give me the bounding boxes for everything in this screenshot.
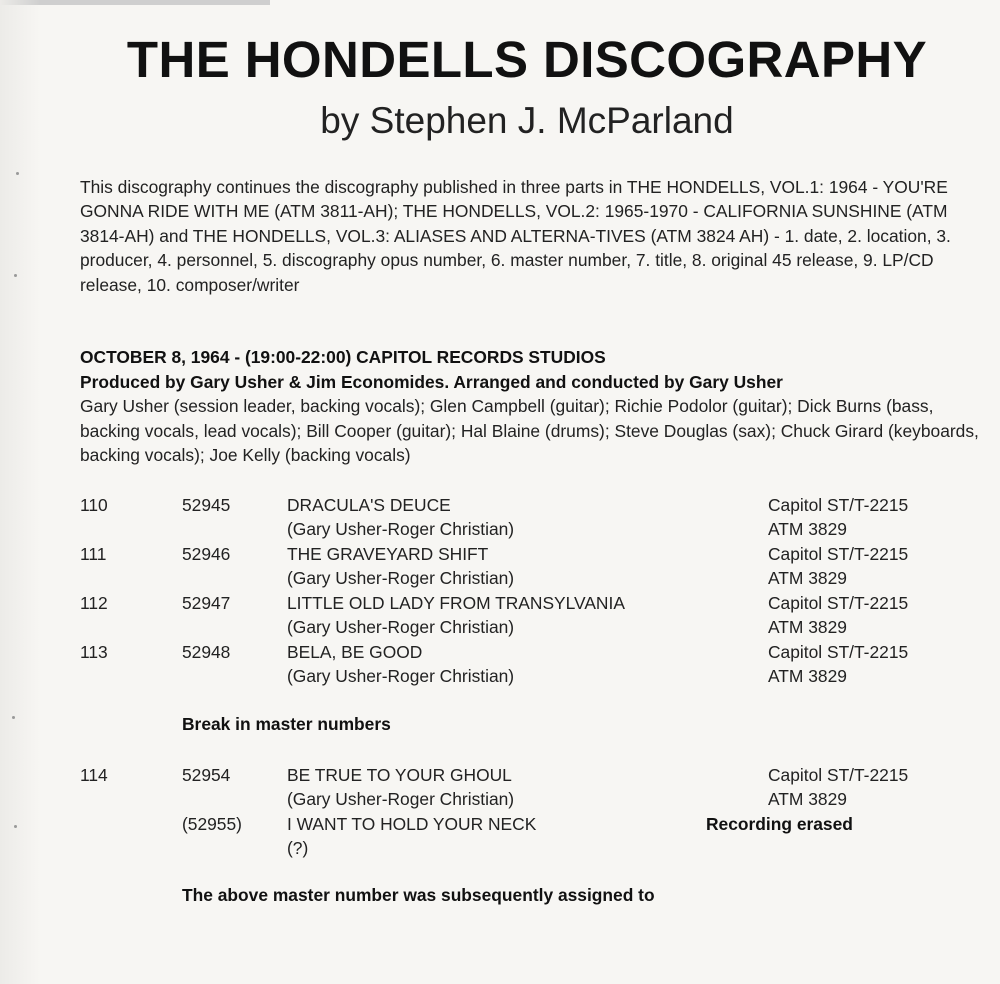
track-lp: ATM 3829 [768, 617, 847, 637]
track-title: BE TRUE TO YOUR GHOUL [287, 765, 512, 785]
track-lp: ATM 3829 [768, 789, 847, 809]
track-lp: ATM 3829 [768, 519, 847, 539]
erased-composer: (?) [287, 838, 309, 858]
track-master: 52954 [182, 765, 231, 785]
track-title: DRACULA'S DEUCE [287, 495, 451, 515]
track-composer: (Gary Usher-Roger Christian) [287, 617, 515, 637]
footer-note: The above master number was subsequently assigned to [182, 885, 655, 905]
track-opus: 113 [80, 642, 108, 662]
track-lp: ATM 3829 [768, 666, 847, 686]
track-release: Capitol ST/T-2215 [768, 544, 909, 564]
scan-top-border [0, 0, 270, 5]
track-composer: (Gary Usher-Roger Christian) [287, 568, 515, 588]
track-master: 52947 [182, 593, 231, 613]
session-block [80, 345, 990, 468]
erased-master: (52955) [182, 814, 242, 834]
track-master: 52945 [182, 495, 231, 515]
track-opus: 110 [80, 495, 108, 515]
scan-left-shadow [0, 0, 40, 984]
session-personnel: Gary Usher (session leader, backing vocals); Glen Campbell (guitar); Richie Podolor (guitar); Dick Burns (bass, backing vocals, lead vocals); Bill Cooper (guitar); Hal Blaine (drums); Steve Douglas (sax); Chuck Girard (keyboards, backing vocals); Joe Kelly (backing vocals) [80, 396, 979, 466]
track-title: BELA, BE GOOD [287, 642, 423, 662]
track-composer: (Gary Usher-Roger Christian) [287, 519, 515, 539]
erased-status: Recording erased [706, 814, 853, 834]
track-master: 52946 [182, 544, 231, 564]
track-release: Capitol ST/T-2215 [768, 765, 909, 785]
session-heading: OCTOBER 8, 1964 - (19:00-22:00) CAPITOL RECORDS STUDIOS [80, 347, 606, 367]
track-master: 52948 [182, 642, 231, 662]
track-opus: 112 [80, 593, 108, 613]
session-producer: Produced by Gary Usher & Jim Economides. Arranged and conducted by Gary Usher [80, 371, 783, 392]
track-composer: (Gary Usher-Roger Christian) [287, 789, 515, 809]
erased-title: I WANT TO HOLD YOUR NECK [287, 814, 537, 834]
scan-speck [14, 825, 17, 828]
track-opus: 111 [80, 544, 107, 564]
scan-speck [12, 716, 15, 719]
track-title: THE GRAVEYARD SHIFT [287, 544, 489, 564]
track-opus: 114 [80, 765, 108, 785]
scan-speck [14, 274, 17, 277]
scan-speck [16, 172, 19, 175]
page-title: THE HONDELLS DISCOGRAPHY [126, 31, 928, 88]
track-release: Capitol ST/T-2215 [768, 642, 909, 662]
track-title: LITTLE OLD LADY FROM TRANSYLVANIA [287, 593, 625, 613]
track-composer: (Gary Usher-Roger Christian) [287, 666, 515, 686]
break-note: Break in master numbers [182, 714, 391, 734]
track-lp: ATM 3829 [768, 568, 847, 588]
track-release: Capitol ST/T-2215 [768, 593, 909, 613]
track-release: Capitol ST/T-2215 [768, 495, 909, 515]
page-subtitle: by Stephen J. McParland [320, 100, 734, 141]
intro-paragraph: This discography continues the discography published in three parts in THE HONDELLS, VOL.1: 1964 - YOU'RE GONNA RIDE WITH ME (ATM 3811-AH); THE HONDELLS, VOL.2: 1965-1970 - CALIFORNIA SUNSHINE (ATM 3814-AH) and THE HONDELLS, VOL.3: ALIASES AND ALTERNA-TIVES (ATM 3824 AH) - 1. date, 2. location, 3. producer, 4. personnel, 5. discography opus number, 6. master number, 7. title, 8. original 45 release, 9. LP/CD release, 10. composer/writer [80, 177, 951, 295]
